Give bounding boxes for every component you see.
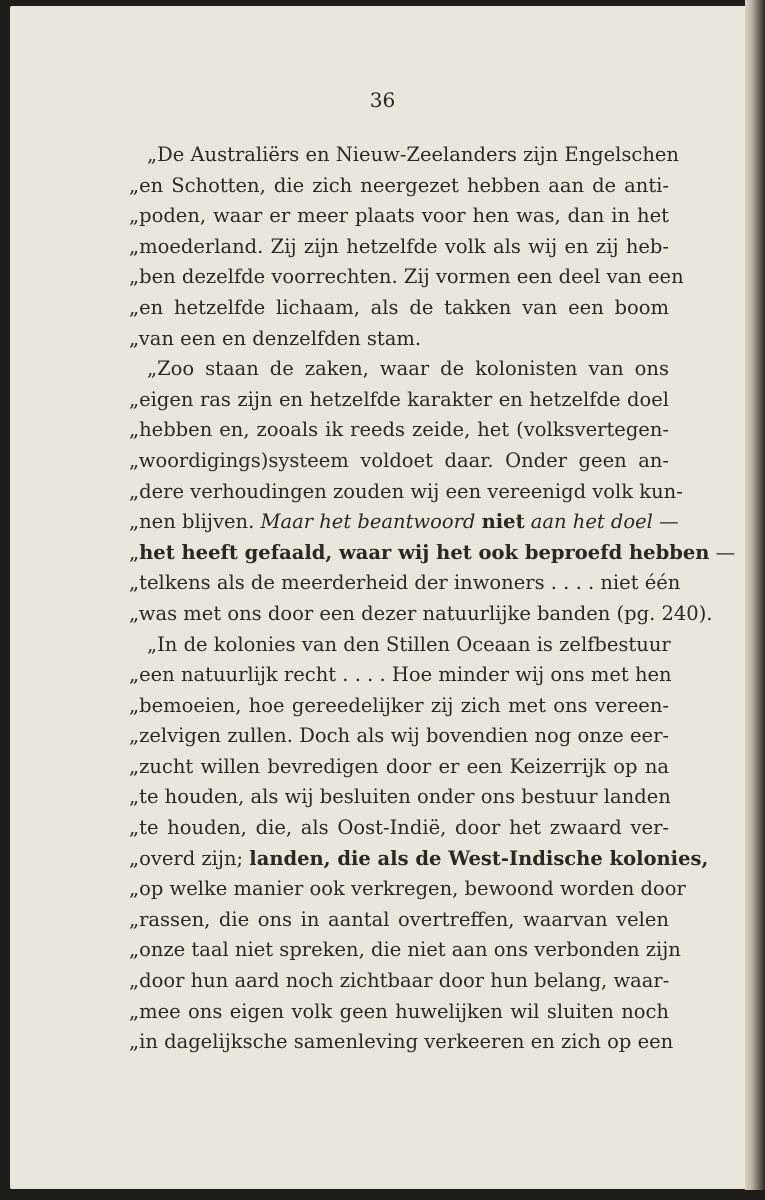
text-line	[129, 782, 669, 813]
text-run: „zelvigen zullen. Doch als wij bovendien nog onze eer-	[129, 724, 669, 748]
text-line	[129, 997, 669, 1028]
text-line	[129, 538, 736, 569]
text-run: „was met ons door een dezer natuurlijke banden (pg. 240).	[129, 601, 713, 625]
text-run: „Zoo staan de zaken, waar de kolonisten van ons	[147, 357, 669, 381]
text-run: „rassen, die ons in aantal overtreffen, waarvan velen	[129, 907, 669, 931]
text-line	[129, 721, 669, 752]
text-run: „en hetzelfde lichaam, als de takken van een boom	[129, 295, 669, 319]
text-line	[129, 966, 669, 997]
italic-text: Maar het beantwoord	[260, 510, 476, 534]
text-run: „ben dezelfde voorrechten. Zij vormen een deel van een	[129, 265, 684, 289]
text-run: „In de kolonies van den Stillen Oceaan is zelfbestuur	[147, 632, 671, 656]
text-run: „een natuurlijk recht . . . . Hoe minder wij ons met hen	[129, 663, 672, 687]
text-line	[129, 630, 669, 661]
text-line	[129, 201, 669, 232]
text-line	[129, 415, 669, 446]
text-line	[129, 324, 669, 355]
text-line	[129, 171, 669, 202]
body-text	[129, 140, 736, 1058]
text-line	[129, 660, 672, 691]
text-run: „overd zijn;	[129, 846, 250, 870]
text-line	[129, 691, 669, 722]
text-line	[129, 140, 679, 171]
text-run: „poden, waar er meer plaats voor hen was, dan in het	[129, 204, 669, 228]
text-run: „woordigings)systeem voldoet daar. Onder geen an-	[129, 448, 669, 472]
text-run: „bemoeien, hoe gereedelijker zij zich met ons vereen-	[129, 693, 669, 717]
text-line	[129, 935, 681, 966]
text-line	[129, 844, 709, 875]
text-run: „nen blijven.	[129, 510, 261, 534]
text-run: „moederland. Zij zijn hetzelfde volk als wij en zij heb-	[129, 234, 669, 258]
text-line	[129, 1027, 674, 1058]
text-run: „op welke manier ook verkregen, bewoond worden door	[129, 877, 686, 901]
text-line	[129, 262, 684, 293]
text-run: „zucht willen bevredigen door er een Keizerrijk op na	[129, 754, 669, 778]
text-run: „eigen ras zijn en hetzelfde karakter en hetzelfde doel	[129, 387, 669, 411]
text-run: „en Schotten, die zich neergezet hebben aan de anti-	[129, 173, 669, 197]
text-run: „in dagelijksche samenleving verkeeren en zich op een	[129, 1030, 674, 1054]
text-run: „onze taal niet spreken, die niet aan ons verbonden zijn	[129, 938, 681, 962]
text-run: —	[709, 540, 736, 564]
text-line	[129, 354, 669, 385]
text-run: „	[129, 540, 140, 564]
text-run: „door hun aard noch zichtbaar door hun belang, waar-	[129, 969, 670, 993]
bold-text: het heeft gefaald, waar wij het ook beproefd hebben	[139, 540, 710, 564]
text-line	[129, 385, 669, 416]
text-line	[129, 752, 669, 783]
text-run: „te houden, die, als Oost-Indië, door het zwaard ver-	[129, 816, 669, 840]
text-run: „dere verhoudingen zouden wij een vereenigd volk kun-	[129, 479, 683, 503]
text-line	[129, 293, 669, 324]
bold-text: landen, die als de West-Indische kolonies,	[249, 846, 709, 870]
text-line	[129, 507, 679, 538]
text-run: „De Australiërs en Nieuw-Zeelanders zijn Engelschen	[147, 143, 679, 166]
text-line	[129, 477, 683, 508]
text-run: „van een en denzelfden stam.	[129, 326, 422, 350]
text-run: „te houden, als wij besluiten onder ons bestuur landen	[129, 785, 671, 809]
page-edge-shadow	[745, 0, 765, 1190]
text-run: „telkens als de meerderheid der inwoners . . . . niet één	[129, 571, 681, 595]
italic-text: aan het doel —	[530, 510, 679, 534]
text-run: „hebben en, zooals ik reeds zeide, het (volksvertegen-	[129, 418, 669, 442]
text-line	[129, 874, 686, 905]
page-number: 36	[369, 88, 396, 112]
text-line	[129, 568, 681, 599]
text-line	[129, 905, 669, 936]
text-line	[129, 599, 713, 630]
text-line	[129, 813, 669, 844]
text-line	[129, 446, 669, 477]
text-run: „mee ons eigen volk geen huwelijken wil sluiten noch	[129, 999, 669, 1023]
bold-text: niet	[481, 510, 525, 534]
text-line	[129, 232, 669, 263]
